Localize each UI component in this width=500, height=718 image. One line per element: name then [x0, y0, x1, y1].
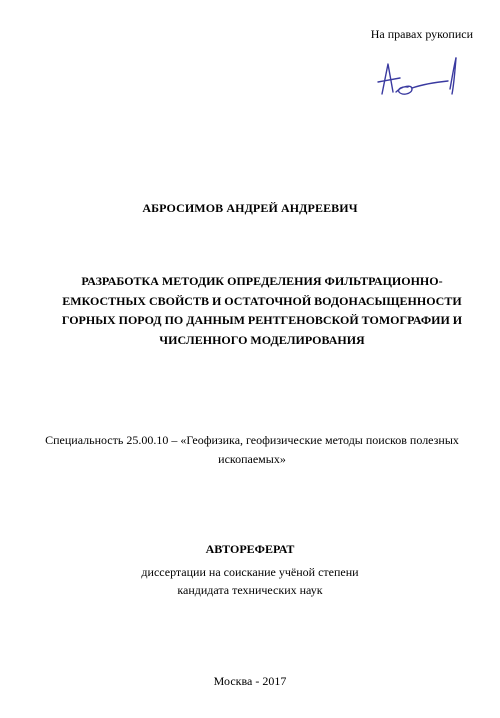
- title-line: ЧИСЛЕННОГО МОДЕЛИРОВАНИЯ: [159, 332, 365, 347]
- title-line: РАЗРАБОТКА МЕТОДИК ОПРЕДЕЛЕНИЯ ФИЛЬТРАЦИОННО-: [81, 274, 443, 288]
- author-name: АБРОСИМОВ АНДРЕЙ АНДРЕЕВИЧ: [142, 201, 358, 215]
- title-line: ЕМКОСТНЫХ СВОЙСТВ И ОСТАТОЧНОЙ ВОДОНАСЫЩЕННОСТИ: [62, 293, 462, 308]
- title-line: ГОРНЫХ ПОРОД ПО ДАННЫМ РЕНТГЕНОВСКОЙ ТОМОГРАФИИ И: [61, 313, 463, 327]
- specialty-statement: [22, 431, 482, 469]
- place-and-year: Москва - 2017: [213, 674, 287, 688]
- manuscript-rights-note: На правах рукописи: [370, 27, 473, 41]
- degree-line: диссертации на соискание учёной степени: [141, 565, 359, 579]
- specialty-line: Специальность 25.00.10 – «Геофизика, геофизические методы поисков полезных: [45, 433, 459, 447]
- work-type-heading: АВТОРЕФЕРАТ: [205, 542, 295, 556]
- degree-statement: [0, 563, 500, 599]
- dissertation-title: [56, 272, 468, 350]
- signature-icon: [372, 56, 464, 102]
- degree-line: кандидата технических наук: [177, 583, 323, 597]
- specialty-line: ископаемых»: [218, 452, 286, 466]
